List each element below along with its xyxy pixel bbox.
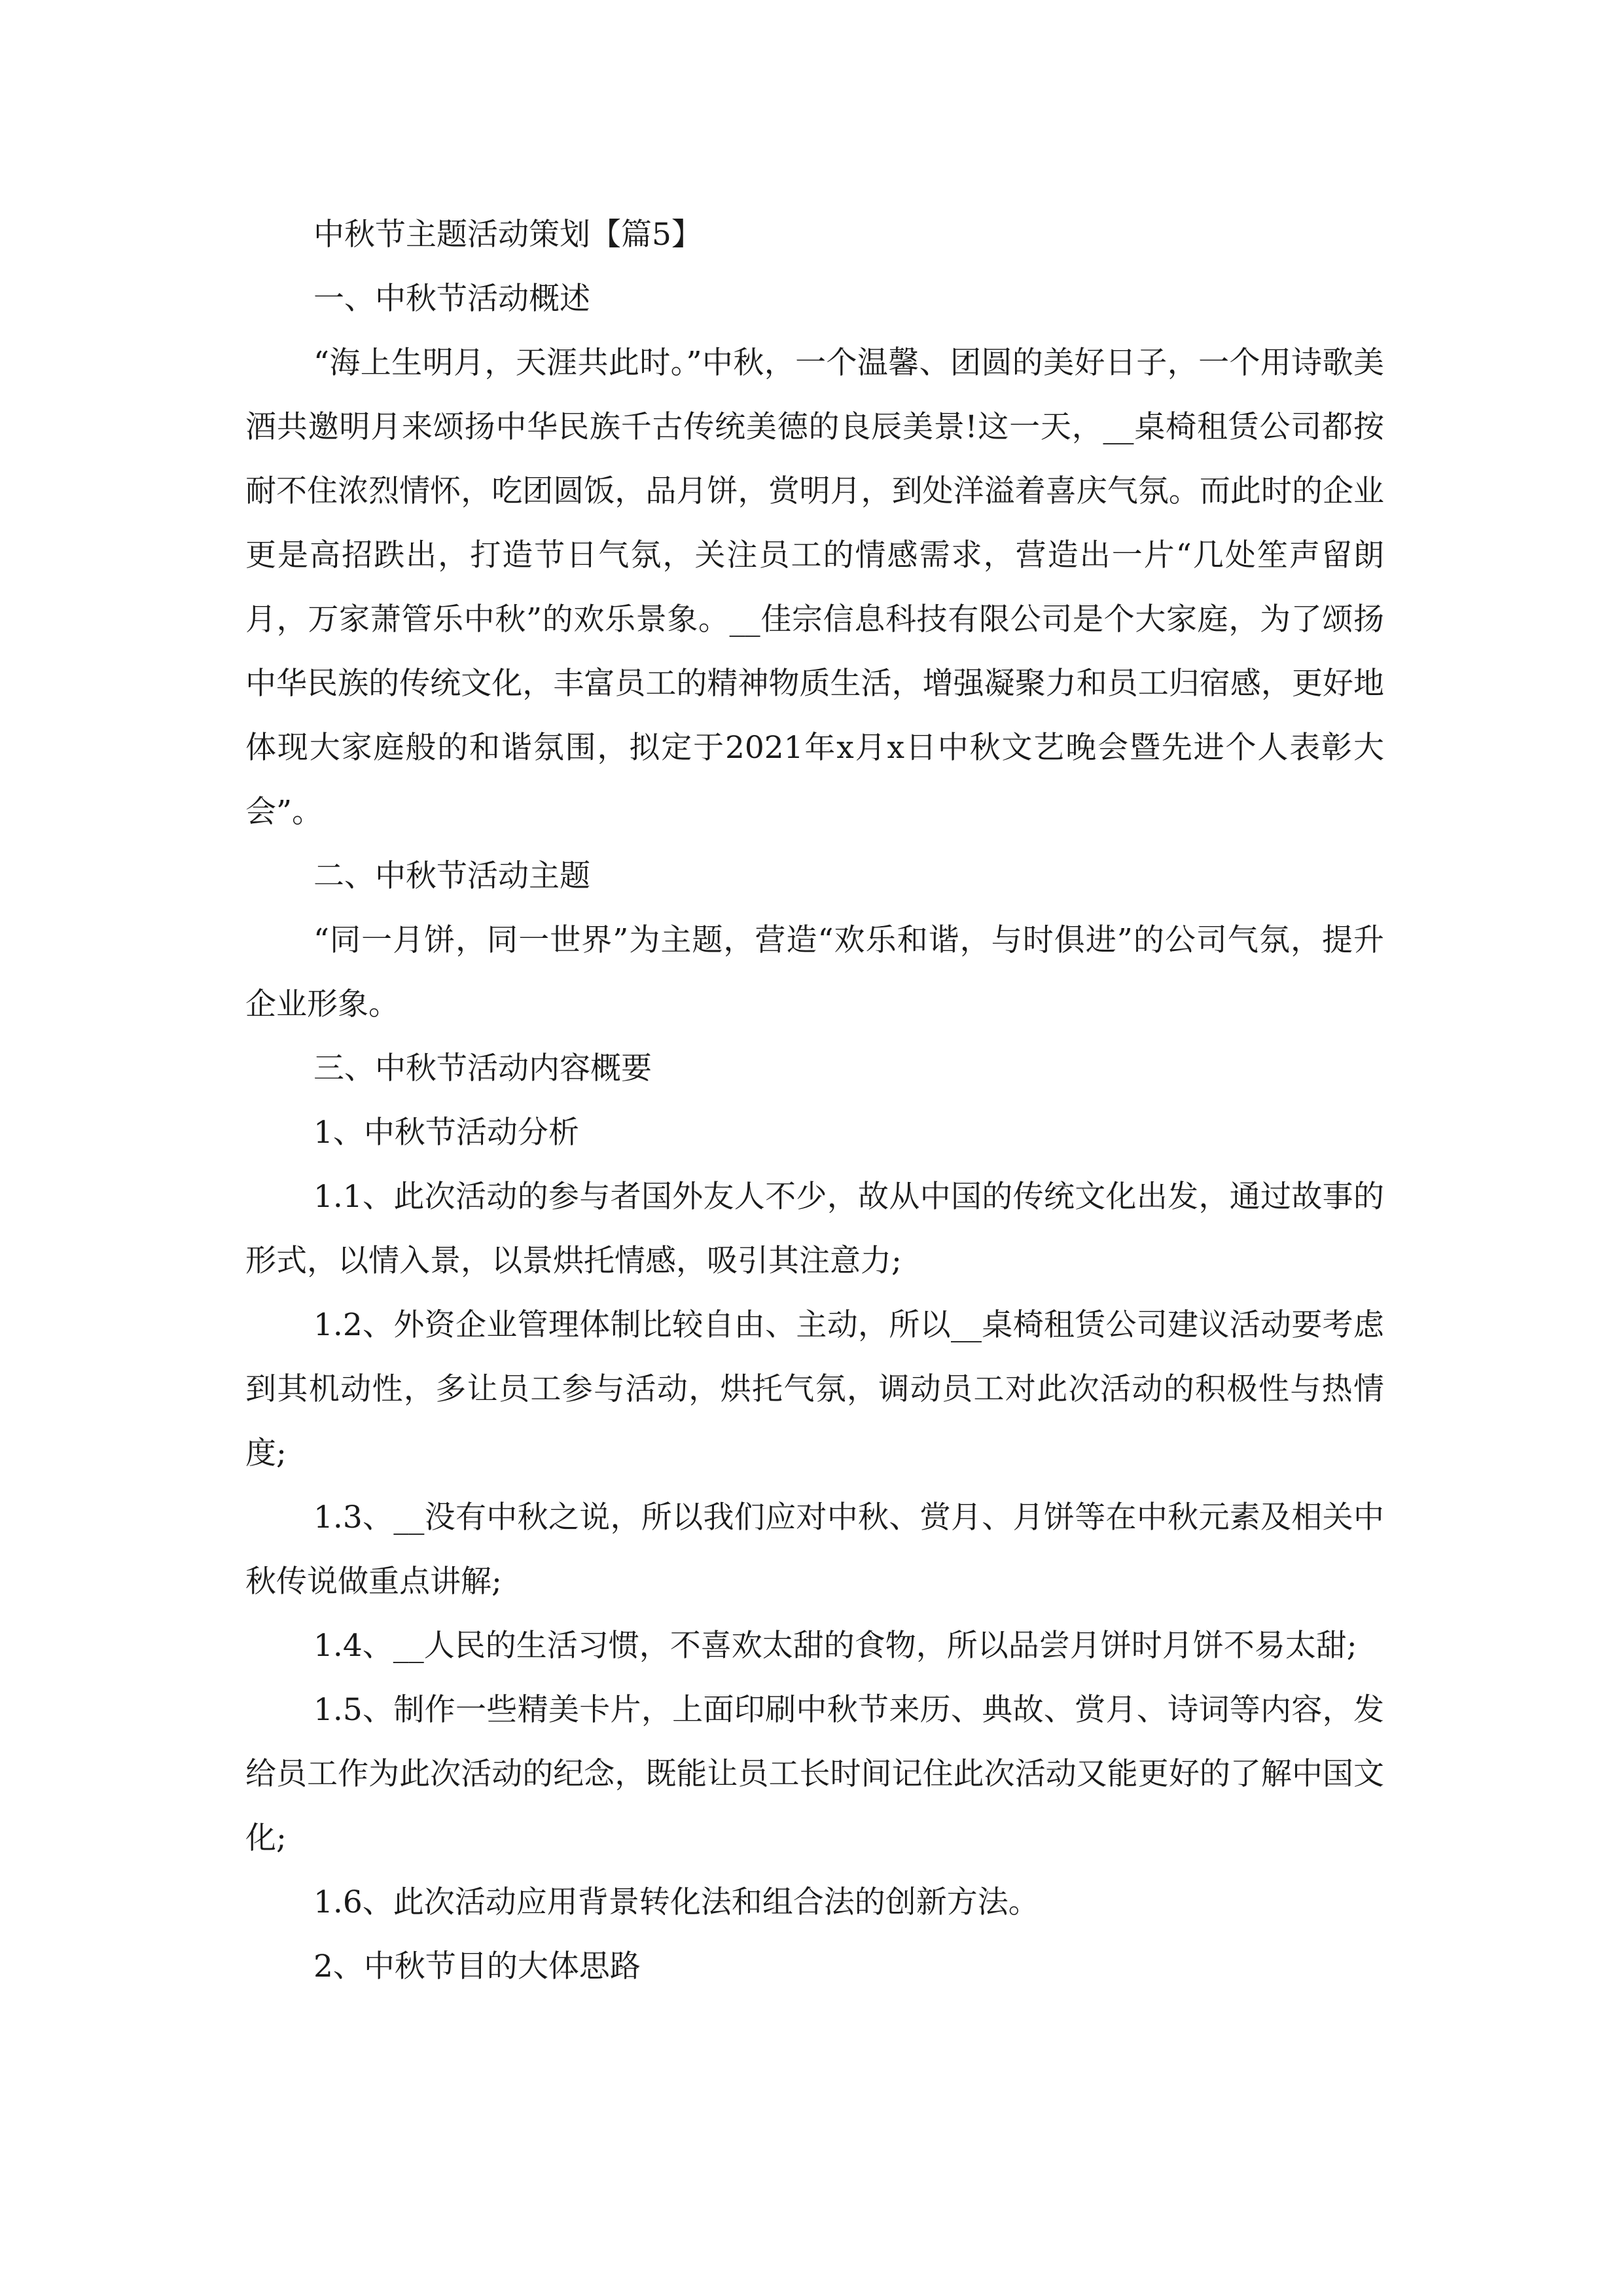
list-item-1-2: 1.2、外资企业管理体制比较自由、主动，所以__桌椅租赁公司建议活动要考虑到其机动性，多让员工参与活动，烘托气氛，调动员工对此次活动的积极性与热情度;	[245, 1307, 1384, 1471]
section-heading-overview: 一、中秋节活动概述	[313, 281, 590, 317]
list-item-1-4: 1.4、__人民的生活习惯，不喜欢太甜的食物，所以品尝月饼时月饼不易太甜;	[313, 1628, 1357, 1664]
section-heading-theme: 二、中秋节活动主题	[313, 858, 590, 894]
list-item-1-3: 1.3、__没有中秋之说，所以我们应对中秋、赏月、月饼等在中秋元素及相关中秋传说做重点讲解;	[245, 1499, 1384, 1600]
section-heading-content: 三、中秋节活动内容概要	[313, 1050, 652, 1086]
document-title: 中秋节主题活动策划【篇5】	[313, 217, 702, 253]
subsection-heading-approach: 2、中秋节目的大体思路	[313, 1948, 641, 1984]
subsection-heading-analysis: 1、中秋节活动分析	[313, 1115, 579, 1151]
document-body	[245, 203, 1384, 1999]
list-item-1-6: 1.6、此次活动应用背景转化法和组合法的创新方法。	[313, 1884, 1039, 1920]
list-item-1-1: 1.1、此次活动的参与者国外友人不少，故从中国的传统文化出发，通过故事的形式，以情入景，以景烘托情感，吸引其注意力;	[245, 1179, 1384, 1279]
overview-paragraph: “海上生明月，天涯共此时。”中秋，一个温馨、团圆的美好日子，一个用诗歌美酒共邀明月来颂扬中华民族千古传统美德的良辰美景!这一天，__桌椅租赁公司都按耐不住浓烈情怀，吃团圆饭，品月饼，赏明月，到处洋溢着喜庆气氛。而此时的企业更是高招跌出，打造节日气氛，关注员工的情感需求，营造出一片“几处笙声留朗月，万家萧管乐中秋”的欢乐景象。__佳宗信息科技有限公司是个大家庭，为了颂扬中华民族的传统文化，丰富员工的精神物质生活，增强凝聚力和员工归宿感，更好地体现大家庭般的和谐氛围，拟定于2021年x月x日中秋文艺晚会暨先进个人表彰大会”。	[245, 345, 1384, 830]
list-item-1-5: 1.5、制作一些精美卡片，上面印刷中秋节来历、典故、赏月、诗词等内容，发给员工作为此次活动的纪念，既能让员工长时间记住此次活动又能更好的了解中国文化;	[245, 1692, 1384, 1856]
theme-paragraph: “同一月饼，同一世界”为主题，营造“欢乐和谐，与时俱进”的公司气氛，提升企业形象。	[245, 922, 1384, 1022]
